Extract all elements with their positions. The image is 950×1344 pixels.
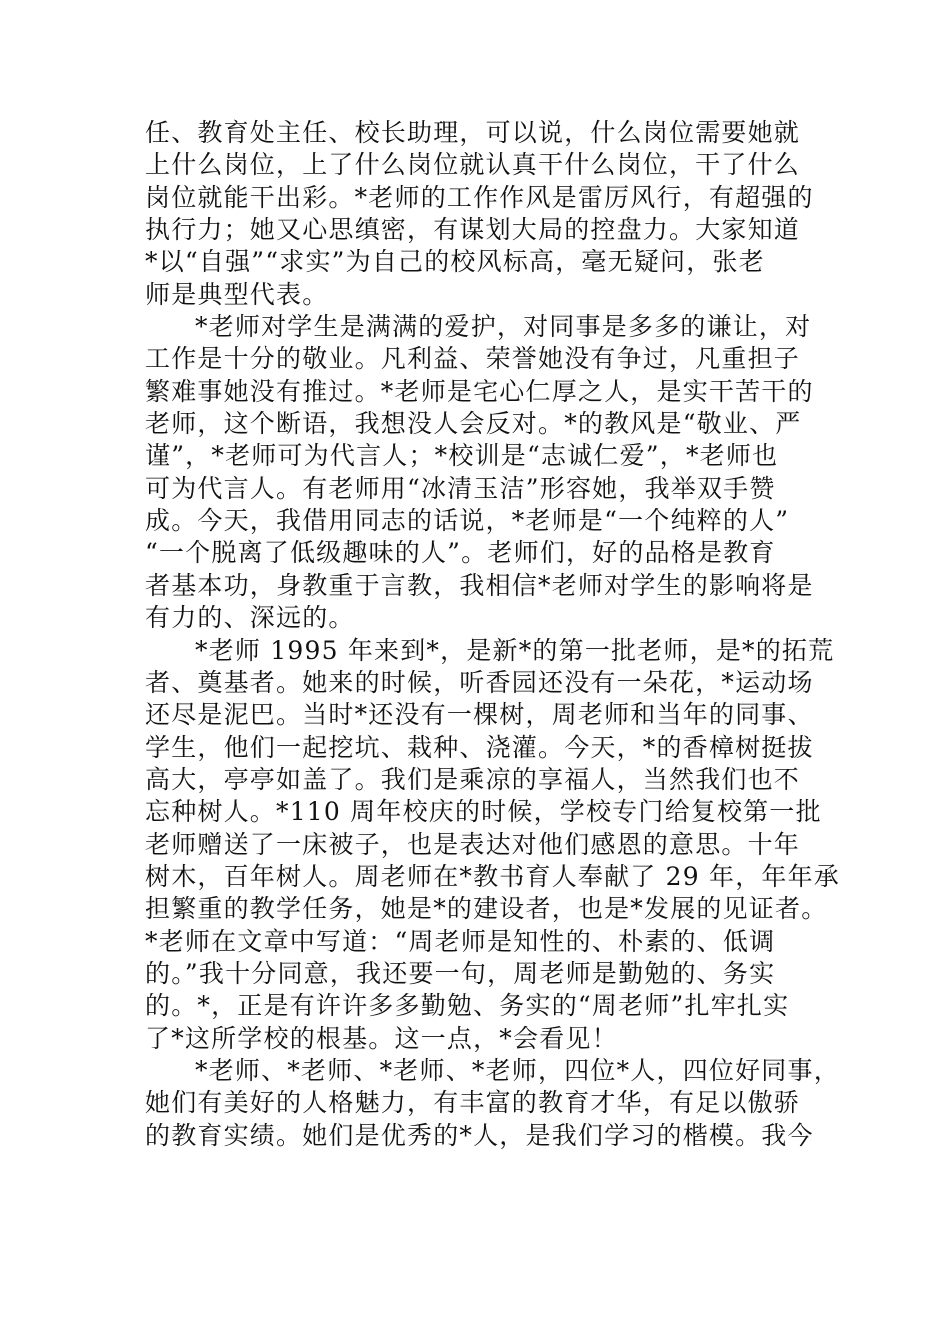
text-line: 繁难事她没有推过。*老师是宅心仁厚之人，是实干苦干的: [145, 376, 814, 406]
text-line: 可为代言人。有老师用“冰清玉洁”形容她，我举双手赞: [145, 473, 776, 503]
text-line: 担繁重的教学任务，她是*的建设者，也是*发展的见证者。: [145, 894, 828, 924]
text-line: 了*这所学校的根基。这一点，*会看见！: [145, 1023, 618, 1053]
text-line: 任、教育处主任、校长助理，可以说，什么岗位需要她就: [145, 118, 801, 147]
body-text: [145, 117, 841, 1152]
text-line: 者、奠基者。她来的时候，听香园还没有一朵花，*运动场: [145, 667, 814, 697]
text-line: 师是典型代表。: [145, 279, 329, 309]
text-line: 老师赠送了一床被子，也是表达对他们感恩的意思。十年: [145, 829, 801, 859]
text-line: 的。”我十分同意，我还要一句，周老师是勤勉的、务实: [145, 958, 776, 988]
text-line: 谨”，*老师可为代言人；*校训是“志诚仁爱”，*老师也: [145, 441, 779, 471]
text-line: *以“自强”“求实”为自己的校风标高，毫无疑问，张老: [145, 247, 765, 277]
text-line: *老师、*老师、*老师、*老师，四位*人，四位好同事，: [195, 1055, 840, 1085]
text-line: *老师对学生是满满的爱护，对同事是多多的谦让，对: [195, 312, 812, 342]
text-line: *老师 1995 年来到*，是新*的第一批老师，是*的拓荒: [195, 635, 835, 665]
text-line: 高大，亭亭如盖了。我们是乘凉的享福人，当然我们也不: [145, 764, 801, 794]
text-line: *老师在文章中写道：“周老师是知性的、朴素的、低调: [145, 926, 776, 956]
text-line: 执行力；她又心思缜密，有谋划大局的控盘力。大家知道: [145, 215, 801, 245]
text-line: 她们有美好的人格魅力，有丰富的教育才华，有足以傲骄: [145, 1088, 801, 1118]
text-line: 者基本功，身教重于言教，我相信*老师对学生的影响将是: [145, 570, 814, 600]
text-line: “一个脱离了低级趣味的人”。老师们，好的品格是教育: [145, 538, 776, 568]
text-line: 岗位就能干出彩。*老师的工作作风是雷厉风行，有超强的: [145, 182, 814, 212]
text-line: 上什么岗位，上了什么岗位就认真干什么岗位，干了什么: [145, 150, 801, 180]
text-line: 树木，百年树人。周老师在*教书育人奉献了 29 年，年年承: [145, 861, 841, 891]
text-line: 还尽是泥巴。当时*还没有一棵树，周老师和当年的同事、: [145, 700, 814, 730]
text-line: 老师，这个断语，我想没人会反对。*的教风是“敬业、严: [145, 409, 802, 439]
text-line: 学生，他们一起挖坑、栽种、浇灌。今天，*的香樟树挺拔: [145, 732, 814, 762]
text-line: 成。今天，我借用同志的话说，*老师是“一个纯粹的人”: [145, 506, 790, 536]
text-line: 的教育实绩。她们是优秀的*人，是我们学习的楷模。我今: [145, 1120, 814, 1150]
text-line: 忘种树人。*110 周年校庆的时候，学校专门给复校第一批: [145, 797, 822, 827]
text-line: 的。*，正是有许许多多勤勉、务实的“周老师”扎牢扎实: [145, 991, 790, 1021]
text-line: 有力的、深远的。: [145, 603, 355, 633]
text-line: 工作是十分的敬业。凡利益、荣誉她没有争过，凡重担子: [145, 344, 801, 374]
